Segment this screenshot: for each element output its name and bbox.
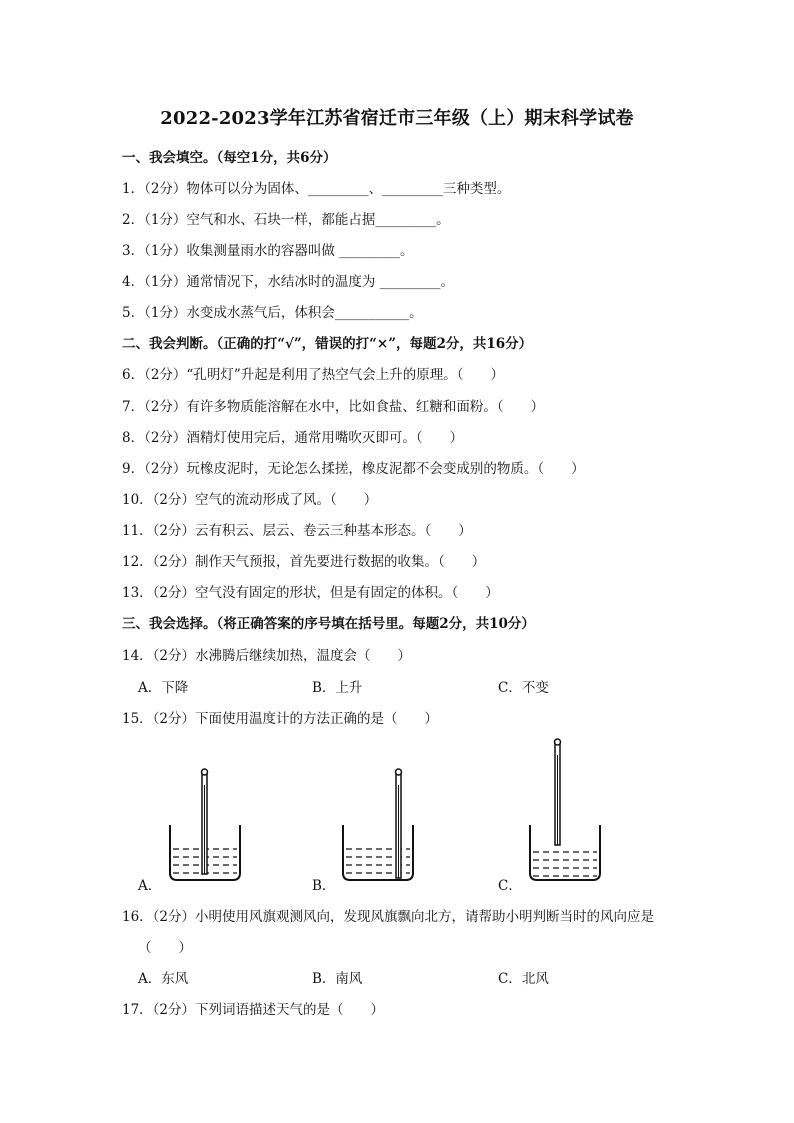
figure-thermometer-c: [525, 735, 605, 885]
question-5: 5．（1分）水变成水蒸气后，体积会___________。: [122, 305, 423, 321]
section-multiple-choice: 三、我会选择。（将正确答案的序号填在括号里。每题2分，共10分）: [122, 616, 535, 632]
section-fill-in: 一、我会填空。（每空1分，共6分）: [122, 150, 337, 166]
q16-option-a: A．东风: [138, 971, 189, 987]
q14-option-a: A．下降: [138, 680, 189, 696]
question-3: 3．（1分）收集测量雨水的容器叫做 _________。: [122, 243, 414, 259]
figure-thermometer-a: [165, 765, 245, 885]
question-7: 7．（2分）有许多物质能溶解在水中，比如食盐、红糖和面粉。（ ）: [122, 399, 545, 415]
question-2: 2．（1分）空气和水、石块一样，都能占据_________。: [122, 212, 450, 228]
figure-label-b: B．: [312, 878, 336, 894]
page-title: 2022-2023学年江苏省宿迁市三年级（上）期末科学试卷: [160, 108, 634, 129]
q16-option-b: B．南风: [312, 971, 363, 987]
figure-label-a: A．: [138, 878, 162, 894]
question-1: 1．（2分）物体可以分为固体、_________、_________三种类型。: [122, 181, 511, 197]
question-17: 17．（2分）下列词语描述天气的是（ ）: [122, 1002, 385, 1018]
question-14: 14．（2分）水沸腾后继续加热，温度会（ ）: [122, 648, 412, 664]
section-true-false: 二、我会判断。（正确的打“√”，错误的打“×”，每题2分，共16分）: [122, 336, 533, 352]
q14-option-b: B．上升: [312, 680, 363, 696]
question-10: 10．（2分）空气的流动形成了风。（ ）: [122, 492, 378, 508]
question-13: 13．（2分）空气没有固定的形状，但是有固定的体积。（ ）: [122, 585, 499, 601]
figure-thermometer-b: [338, 765, 418, 885]
question-15: 15．（2分）下面使用温度计的方法正确的是（ ）: [122, 711, 439, 727]
question-16: 16．（2分）小明使用风旗观测风向，发现风旗飘向北方，请帮助小明判断当时的风向应是: [122, 909, 655, 925]
question-9: 9．（2分）玩橡皮泥时，无论怎么揉搓，橡皮泥都不会变成别的物质。（ ）: [122, 461, 585, 477]
q14-option-c: C．不变: [498, 680, 549, 696]
question-8: 8．（2分）酒精灯使用完后，通常用嘴吹灭即可。（ ）: [122, 430, 464, 446]
q16-option-c: C．北风: [498, 971, 549, 987]
question-12: 12．（2分）制作天气预报，首先要进行数据的收集。（ ）: [122, 554, 486, 570]
question-4: 4．（1分）通常情况下，水结冰时的温度为 _________。: [122, 274, 454, 290]
question-6: 6．（2分）“孔明灯”升起是利用了热空气会上升的原理。（ ）: [122, 367, 504, 383]
question-11: 11．（2分）云有积云、层云、卷云三种基本形态。（ ）: [122, 523, 472, 539]
question-16-answer-blank: （ ）: [138, 940, 192, 956]
figure-label-c: C．: [498, 878, 522, 894]
